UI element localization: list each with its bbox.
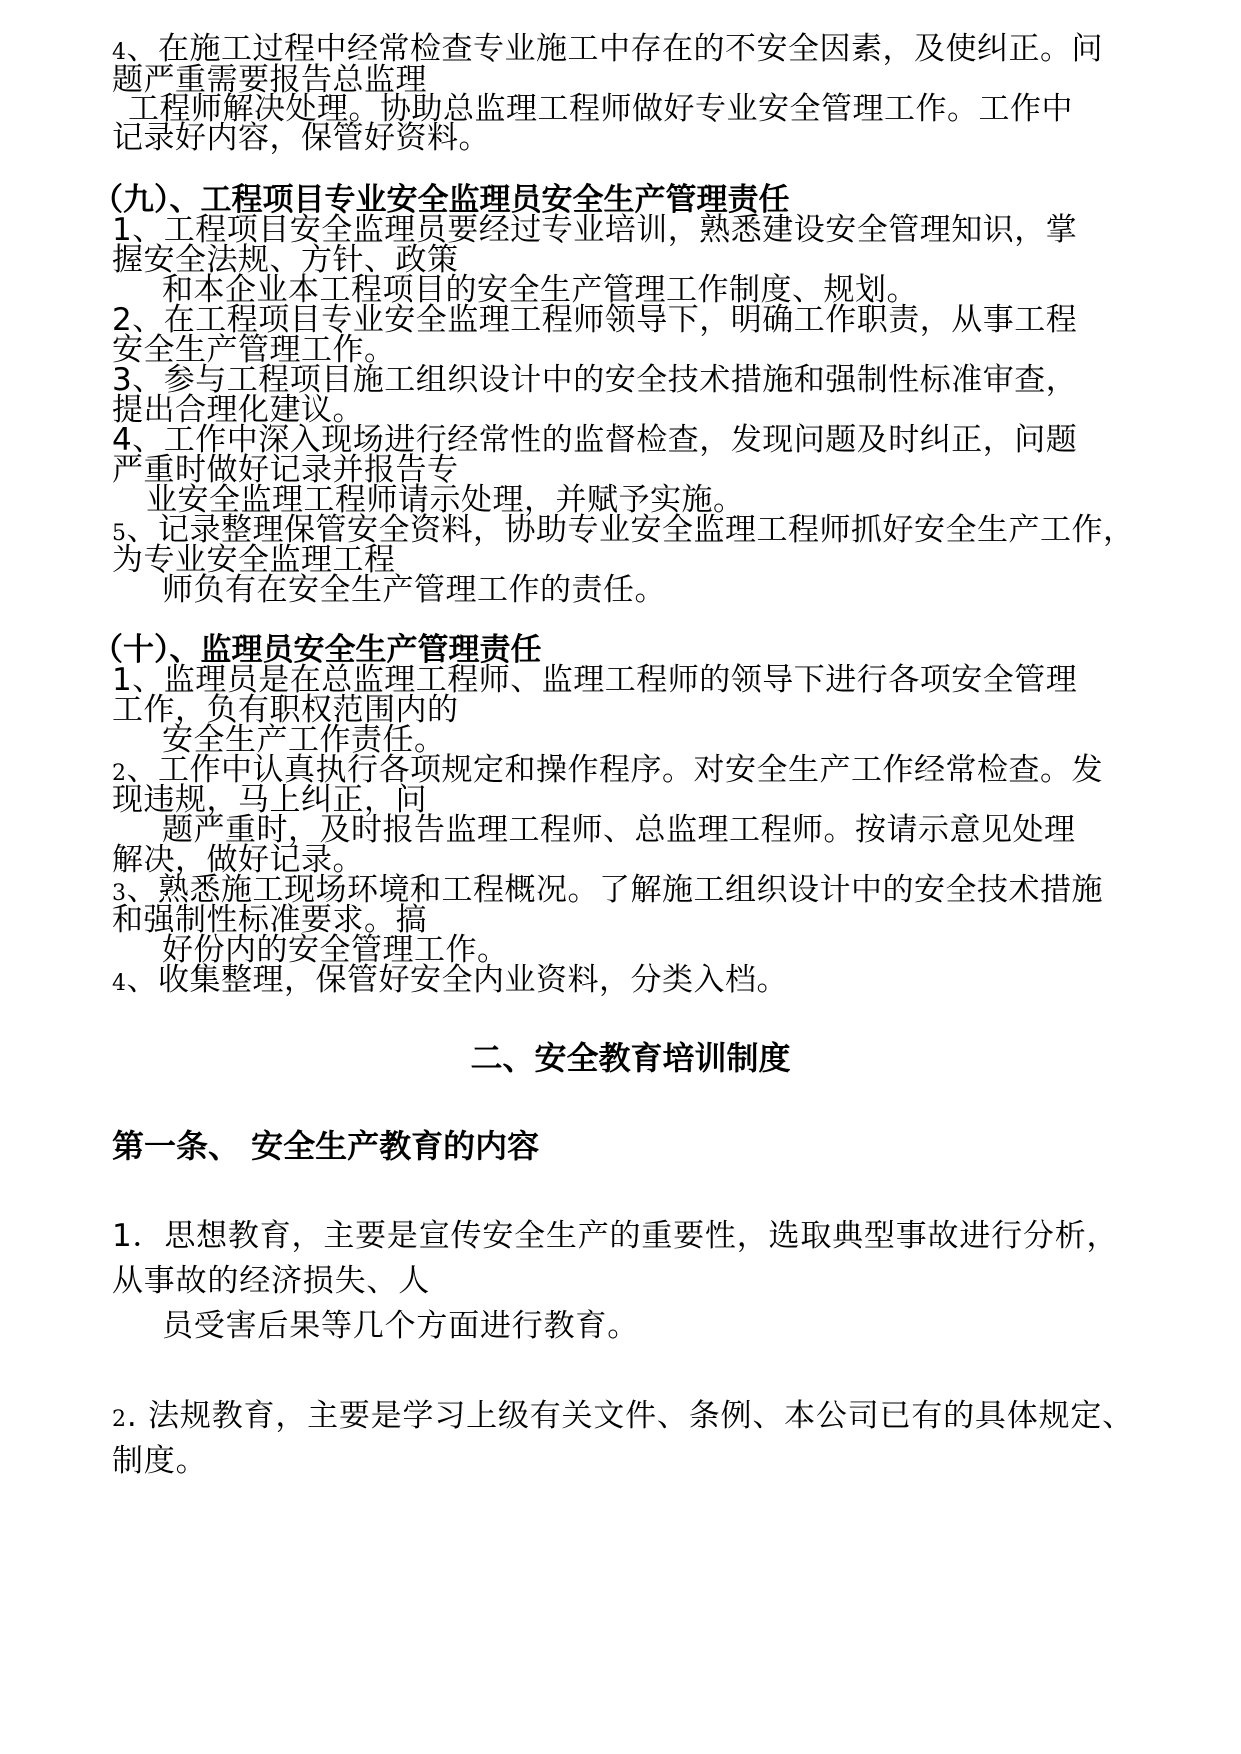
text-line: 题严重时，及时报告监理工程师、总监理工程师。按请示意见处理	[162, 812, 1076, 848]
text-line: 师负有在安全生产管理工作的责任。	[162, 572, 666, 608]
text-line: 制度。	[112, 1443, 208, 1479]
section-heading: （九）、工程项目专业安全监理员安全生产管理责任	[92, 182, 790, 218]
text-line: 安全生产管理工作。	[112, 332, 396, 368]
item-number: 2	[112, 1407, 127, 1432]
item-text: 、在工程项目专业安全监理工程师领导下，明确工作职责，从事工程	[132, 302, 1078, 338]
item-text: 、熟悉施工现场环境和工程概况。了解施工组织设计中的安全技术措施	[126, 872, 1103, 908]
text-line: 解决，做好记录。	[112, 842, 364, 878]
article-heading: 第一条、 安全生产教育的内容	[112, 1127, 540, 1165]
item-text: 、收集整理，保管好安全内业资料，分类入档。	[126, 962, 788, 998]
item-text: 、工作中深入现场进行经常性的监督检查，发现问题及时纠正，问题	[132, 422, 1078, 458]
text-line: 工作，负有职权范围内的	[112, 692, 459, 728]
text-line: 从事故的经济损失、人	[112, 1263, 430, 1299]
item-number: 3	[112, 362, 133, 398]
item-number: 1	[112, 212, 133, 248]
item-text: 、记录整理保管安全资料，协助专业安全监理工程师抓好安全生产工作，	[126, 512, 1135, 548]
text-line: 严重时做好记录并报告专	[112, 452, 459, 488]
item-text: ．思想教育，主要是宣传安全生产的重要性，选取典型事故进行分析，	[132, 1218, 1119, 1254]
text-line	[112, 1218, 1118, 1254]
item-number: 5	[112, 521, 127, 546]
item-number: 4	[112, 971, 127, 996]
item-number: 1	[112, 662, 133, 698]
item-number: 4	[112, 422, 133, 458]
item-number: 2	[112, 761, 127, 786]
chapter-title: 二、安全教育培训制度	[470, 1039, 791, 1077]
text-line: 握安全法规、方针、政策	[112, 242, 459, 278]
text-line: 工程师解决处理。协助总监理工程师做好专业安全管理工作。工作中	[128, 91, 1073, 127]
text-line: 为专业安全监理工程	[112, 542, 396, 578]
item-number: 4	[112, 40, 127, 65]
text-line	[112, 963, 788, 1001]
item-number: 2	[112, 302, 133, 338]
item-number: 1	[112, 1218, 133, 1254]
text-line: 题严重需要报告总监理	[112, 62, 427, 98]
text-line: 安全生产工作责任。	[162, 722, 446, 758]
text-line: 好份内的安全管理工作。	[162, 932, 509, 968]
text-line: 业安全监理工程师请示处理，并赋予实施。	[146, 482, 745, 518]
item-text: . 法规教育，主要是学习上级有关文件、条例、本公司已有的具体规定、	[126, 1398, 1134, 1434]
text-line: 提出合理化建议。	[112, 392, 364, 428]
section-heading: （十）、监理员安全生产管理责任	[92, 632, 542, 668]
text-line: 和强制性标准要求。搞	[112, 902, 427, 938]
text-line: 现违规，马上纠正，问	[112, 782, 427, 818]
text-line	[112, 1398, 1134, 1438]
text-line: 员受害后果等几个方面进行教育。	[162, 1308, 639, 1344]
text-line: 记录好内容，保管好资料。	[112, 120, 490, 156]
item-text: 、在施工过程中经常检查专业施工中存在的不安全因素，及使纠正。问	[126, 31, 1103, 67]
item-number: 3	[112, 881, 127, 906]
item-text: 、监理员是在总监理工程师、监理工程师的领导下进行各项安全管理	[132, 662, 1078, 698]
item-text: 、工作中认真执行各项规定和操作程序。对安全生产工作经常检查。发	[126, 752, 1103, 788]
item-text: 、工程项目安全监理员要经过专业培训，熟悉建设安全管理知识，掌	[132, 212, 1078, 248]
item-text: 、参与工程项目施工组织设计中的安全技术措施和强制性标准审查，	[132, 362, 1078, 398]
text-line: 和本企业本工程项目的安全生产管理工作制度、规划。	[162, 272, 918, 308]
